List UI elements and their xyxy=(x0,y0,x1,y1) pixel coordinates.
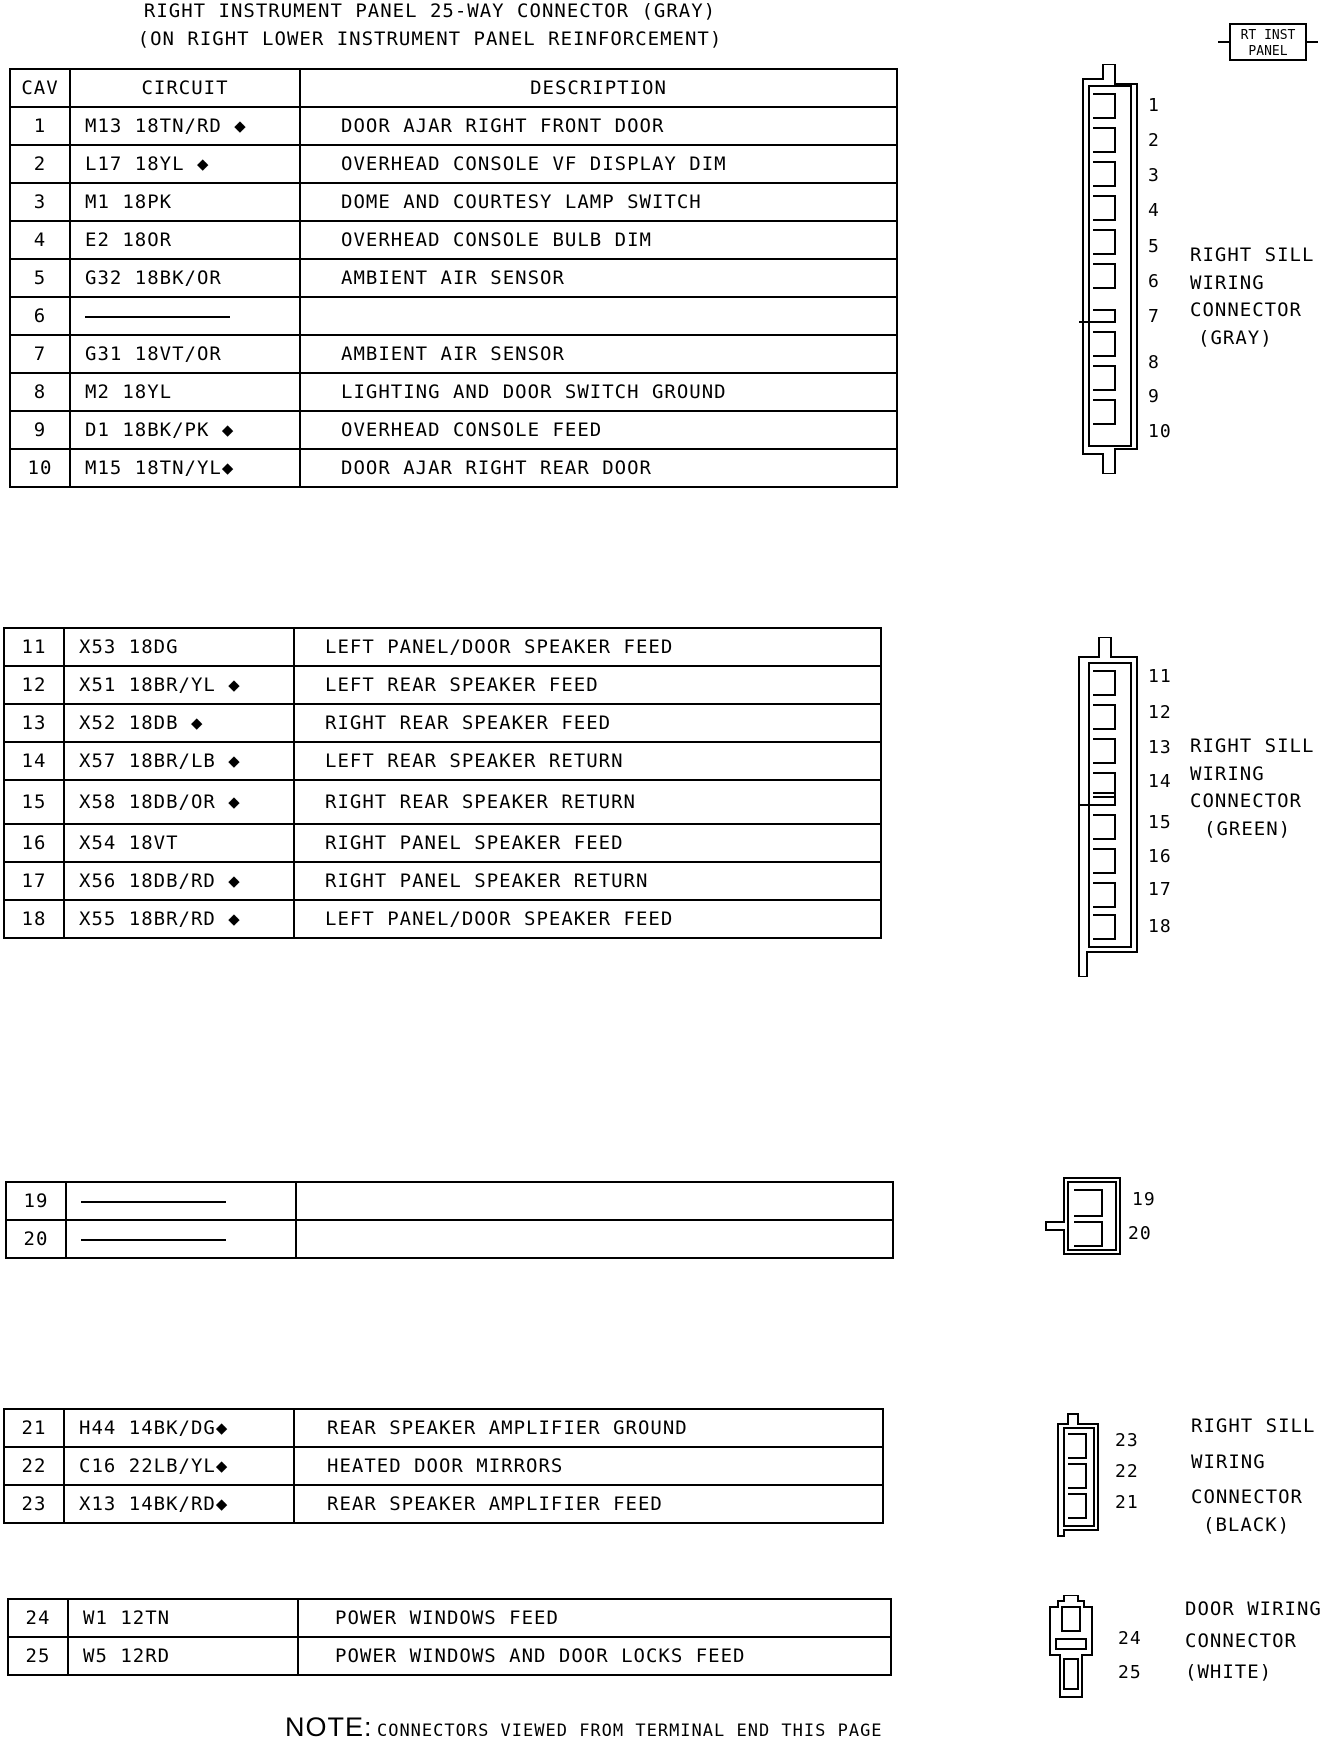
table-row: 25 W5 12RD POWER WINDOWS AND DOOR LOCKS FEED xyxy=(8,1637,891,1675)
white-label-line1: DOOR WIRING xyxy=(1185,1598,1322,1620)
cavity-table-4 xyxy=(3,1408,884,1524)
small-connector-svg xyxy=(1044,1176,1124,1256)
header-circuit: CIRCUIT xyxy=(70,69,300,107)
table-row: 7 G31 18VT/OR AMBIENT AIR SENSOR xyxy=(10,335,897,373)
pin-4: 4 xyxy=(1148,200,1160,221)
table-row: 17 X56 18DB/RD ◆ RIGHT PANEL SPEAKER RETURN xyxy=(4,862,881,900)
black-connector-label xyxy=(1191,1413,1315,1539)
unused-cavity-dash xyxy=(81,1239,226,1241)
table-row: 21 H44 14BK/DG◆ REAR SPEAKER AMPLIFIER GROUND xyxy=(4,1409,883,1447)
pin-24: 24 xyxy=(1118,1628,1142,1649)
black-connector-drawing xyxy=(1054,1412,1104,1541)
green-label-line1: RIGHT SILL xyxy=(1190,735,1315,757)
small-connector-drawing xyxy=(1044,1176,1124,1260)
table-row: 11 X53 18DG LEFT PANEL/DOOR SPEAKER FEED xyxy=(4,628,881,666)
badge-line1: RT INST xyxy=(1240,28,1296,43)
black-label-line1: RIGHT SILL xyxy=(1191,1415,1316,1437)
gray-label-line4: (GRAY) xyxy=(1198,326,1273,349)
pin-21: 21 xyxy=(1115,1492,1139,1513)
table-row: 5 G32 18BK/OR AMBIENT AIR SENSOR xyxy=(10,259,897,297)
pin-8: 8 xyxy=(1148,352,1160,373)
pin-10: 10 xyxy=(1148,421,1172,442)
table-row: 24 W1 12TN POWER WINDOWS FEED xyxy=(8,1599,891,1637)
table-row: 9 D1 18BK/PK ◆ OVERHEAD CONSOLE FEED xyxy=(10,411,897,449)
pin-14: 14 xyxy=(1148,771,1172,792)
white-label-line2: CONNECTOR xyxy=(1185,1629,1297,1652)
black-connector-svg xyxy=(1054,1412,1104,1537)
green-connector-label xyxy=(1190,733,1314,843)
table-row: 8 M2 18YL LIGHTING AND DOOR SWITCH GROUND xyxy=(10,373,897,411)
gray-label-line3: CONNECTOR xyxy=(1190,299,1302,322)
black-label-line2: WIRING xyxy=(1191,1450,1266,1473)
footer-note xyxy=(285,1712,883,1743)
table-row: 19 xyxy=(6,1182,893,1220)
pin-1: 1 xyxy=(1148,95,1160,116)
table-row: 22 C16 22LB/YL◆ HEATED DOOR MIRRORS xyxy=(4,1447,883,1485)
table-row: 15 X58 18DB/OR ◆ RIGHT REAR SPEAKER RETURN xyxy=(4,780,881,824)
black-label-line4: (BLACK) xyxy=(1203,1513,1291,1536)
pin-11: 11 xyxy=(1148,666,1172,687)
table-row: 1 M13 18TN/RD ◆ DOOR AJAR RIGHT FRONT DOOR xyxy=(10,107,897,145)
badge-line2: PANEL xyxy=(1248,44,1288,59)
pin-9: 9 xyxy=(1148,386,1160,407)
pin-25: 25 xyxy=(1118,1662,1142,1683)
note-text: CONNECTORS VIEWED FROM TERMINAL END THIS PAGE xyxy=(376,1721,883,1741)
pin-16: 16 xyxy=(1148,846,1172,867)
table-row: 10 M15 18TN/YL◆ DOOR AJAR RIGHT REAR DOOR xyxy=(10,449,897,487)
table-row: 13 X52 18DB ◆ RIGHT REAR SPEAKER FEED xyxy=(4,704,881,742)
pin-20: 20 xyxy=(1128,1223,1152,1244)
header-cav: CAV xyxy=(10,69,70,107)
white-label-line3: (WHITE) xyxy=(1185,1661,1273,1684)
pin-6: 6 xyxy=(1148,271,1160,292)
gray-connector-svg xyxy=(1075,64,1145,474)
pin-5: 5 xyxy=(1148,236,1160,257)
table-row: 12 X51 18BR/YL ◆ LEFT REAR SPEAKER FEED xyxy=(4,666,881,704)
green-connector-svg xyxy=(1075,637,1145,977)
pin-22: 22 xyxy=(1115,1461,1139,1482)
table-row: 16 X54 18VT RIGHT PANEL SPEAKER FEED xyxy=(4,824,881,862)
green-label-line4: (GREEN) xyxy=(1204,817,1292,840)
table-row: 23 X13 14BK/RD◆ REAR SPEAKER AMPLIFIER FEED xyxy=(4,1485,883,1523)
gray-label-line1: RIGHT SILL xyxy=(1190,244,1315,266)
cavity-table-3 xyxy=(5,1181,894,1259)
table-row: 20 xyxy=(6,1220,893,1258)
pin-13: 13 xyxy=(1148,737,1172,758)
table-row: 14 X57 18BR/LB ◆ LEFT REAR SPEAKER RETURN xyxy=(4,742,881,780)
green-connector-drawing xyxy=(1075,637,1145,981)
pin-12: 12 xyxy=(1148,702,1172,723)
pin-23: 23 xyxy=(1115,1430,1139,1451)
white-connector-svg xyxy=(1048,1595,1098,1700)
black-label-line3: CONNECTOR xyxy=(1191,1486,1303,1509)
rt-inst-panel-badge xyxy=(1218,22,1318,66)
table-row: 3 M1 18PK DOME AND COURTESY LAMP SWITCH xyxy=(10,183,897,221)
green-label-line2: WIRING xyxy=(1190,762,1265,785)
table-row: 6 xyxy=(10,297,897,335)
white-connector-label xyxy=(1185,1596,1322,1687)
cavity-table-2 xyxy=(3,627,882,939)
unused-cavity-dash xyxy=(85,316,230,318)
pin-15: 15 xyxy=(1148,812,1172,833)
pin-19: 19 xyxy=(1132,1189,1156,1210)
gray-connector-drawing xyxy=(1075,64,1145,478)
diagram-subtitle: (ON RIGHT LOWER INSTRUMENT PANEL REINFORCEMENT) xyxy=(137,28,723,50)
cavity-table-1 xyxy=(9,68,898,488)
unused-cavity-dash xyxy=(81,1201,226,1203)
note-label: NOTE: xyxy=(285,1712,373,1742)
diagram-title: RIGHT INSTRUMENT PANEL 25-WAY CONNECTOR (GRAY) xyxy=(143,0,717,22)
cavity-table-5 xyxy=(7,1598,892,1676)
gray-connector-label xyxy=(1190,242,1314,352)
table-header-row xyxy=(10,69,897,107)
pin-7: 7 xyxy=(1148,306,1160,327)
pin-17: 17 xyxy=(1148,879,1172,900)
white-connector-drawing xyxy=(1048,1595,1098,1704)
table-row: 2 L17 18YL ◆ OVERHEAD CONSOLE VF DISPLAY DIM xyxy=(10,145,897,183)
gray-label-line2: WIRING xyxy=(1190,271,1265,294)
pin-2: 2 xyxy=(1148,130,1160,151)
green-label-line3: CONNECTOR xyxy=(1190,790,1302,813)
pin-18: 18 xyxy=(1148,916,1172,937)
header-description: DESCRIPTION xyxy=(300,69,897,107)
table-row: 18 X55 18BR/RD ◆ LEFT PANEL/DOOR SPEAKER FEED xyxy=(4,900,881,938)
pin-3: 3 xyxy=(1148,165,1160,186)
table-row: 4 E2 18OR OVERHEAD CONSOLE BULB DIM xyxy=(10,221,897,259)
